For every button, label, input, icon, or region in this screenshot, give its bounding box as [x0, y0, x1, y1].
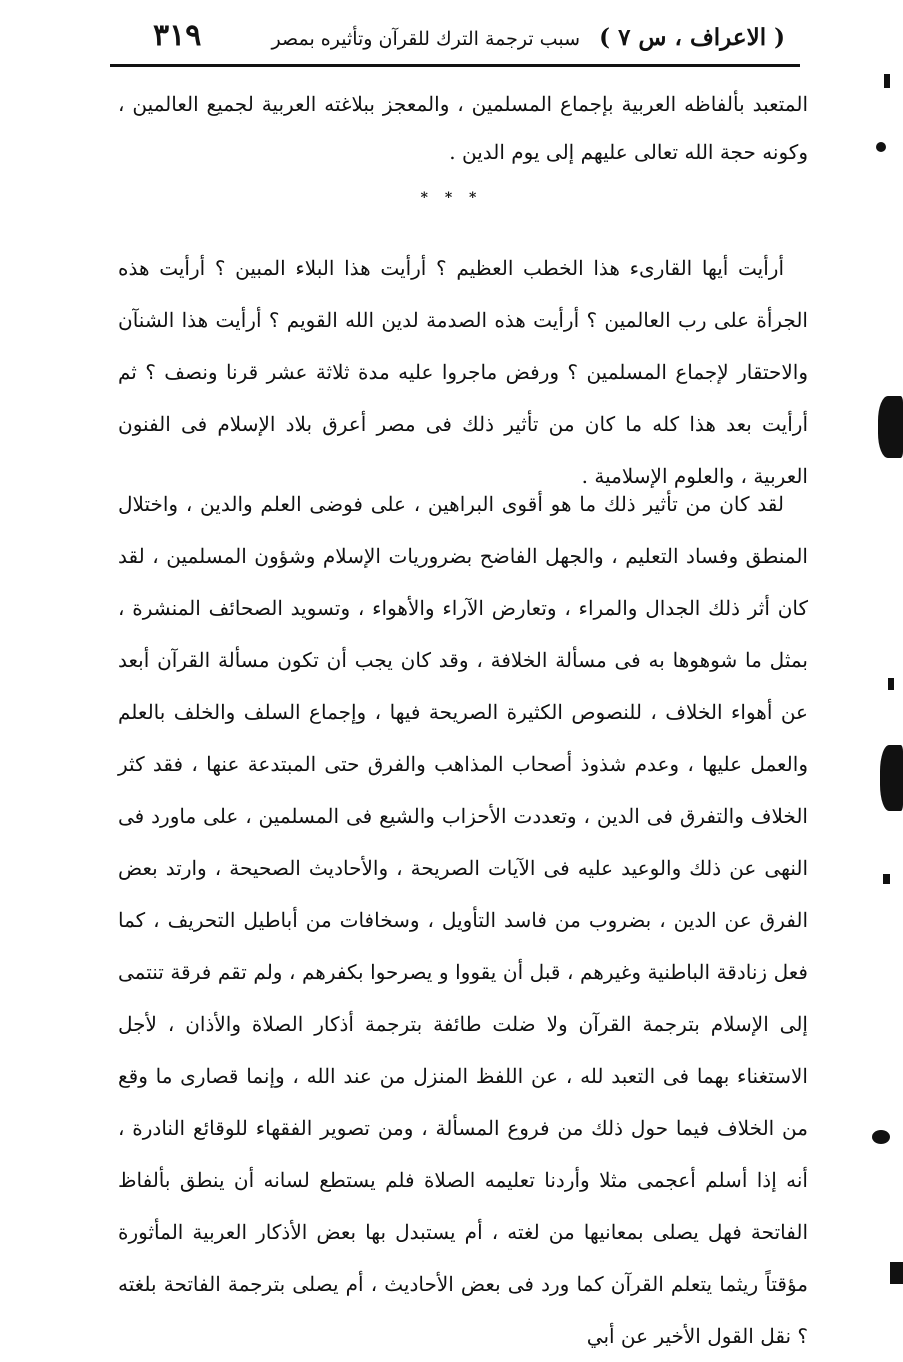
paragraph-rhetorical-questions: أرأيت أيها القارىء هذا الخطب العظيم ؟ أرأيت هذا البلاء المبين ؟ أرأيت هذه الجرأة على رب العالمين ؟ أرأيت هذه الصدمة لدين الله القويم ؟ أرأيت هذا الشنآن والاحتقار لإجماع المسلمين ؟ ورفض ماجروا عليه مدة ثلاثة عشر قرنا ونصف ؟ ثم أرأيت بعد هذا كله ما كان من تأثير ذلك فى مصر أعرق بلاد الإسلام فى الفنون العربية ، والعلوم الإسلامية .	[118, 256, 808, 488]
scan-margin-mark	[883, 874, 890, 884]
paragraph-effects: لقد كان من تأثير ذلك ما هو أقوى البراهين ، على فوضى العلم والدين ، واختلال المنطق وفساد التعليم ، والجهل الفاضح بضروريات الإسلام وشؤون المسلمين ، لقد كان أثر ذلك الجدال والمراء ، وتعارض الآراء والأهواء ، وتسويد الصحائف المنشرة ، بمثل ما شوهوها به فى مسألة الخلافة ، وقد كان يجب أن تكون مسألة القرآن أبعد عن أهواء الخلاف ، للنصوص الكثيرة الصريحة فيها ، وإجماع السلف والخلف بالعلم والعمل عليها ، وعدم شذوذ أصحاب المذاهب والفرق حتى المبتدعة عنها ، فقد كثر الخلاف والتفرق فى الدين ، وتعددت الأحزاب والشيع فى المسلمين ، على ماورد فى النهى عن ذلك والوعيد عليه فى الآيات الصريحة ، والأحاديث الصحيحة ، وارتد بعض الفرق عن الدين ، بضروب من فاسد التأويل ، وسخافات من أباطيل التحريف ، كما فعل زنادقة الباطنية وغيرهم ، قبل أن يقووا و يصرحوا بكفرهم ، ولم تقم فرقة تنتمى إلى الإسلام بترجمة القرآن ولا ضلت طائفة بترجمة أذكار الصلاة والأذان ، لأجل الاستغناء بهما فى التعبد لله ، عن اللفظ المنزل من عند الله ، وإنما قصارى ما وقع من الخلاف فيما حول ذلك من فروع المسألة ، ومن تصوير الفقهاء للوقائع النادرة ، أنه إذا أسلم أعجمى مثلا وأردنا تعليمه الصلاة فلم يستطع لسانه أن ينطق بألفاظ الفاتحة فهل يصلى بمعانيها من لغته ، أم يستبدل بها بعض الأذكار العربية المأثورة مؤقتاً ريثما يتعلم القرآن كما ورد فى بعض الأحاديث ، أم يصلى بترجمة الفاتحة بلغته ؟ نقل القول الأخير عن أبي	[118, 492, 808, 1348]
scan-margin-mark	[876, 142, 886, 152]
running-head-chapter: ( الاعراف ، س ٧ )	[599, 24, 785, 51]
page-number: ٣١٩	[153, 18, 202, 53]
running-head-topic: سبب ترجمة الترك للقرآن وتأثيره بمصر	[271, 28, 580, 50]
header-rule	[110, 64, 800, 67]
scan-margin-mark	[878, 396, 903, 458]
scan-margin-mark	[888, 678, 894, 690]
scan-margin-mark	[880, 745, 903, 811]
scan-margin-mark	[890, 1262, 903, 1284]
page-header	[105, 14, 785, 66]
section-separator: * * *	[420, 190, 483, 206]
scan-margin-mark	[872, 1130, 890, 1144]
paragraph-continuation: المتعبد بألفاظه العربية بإجماع المسلمين ، والمعجز ببلاغته العربية لجميع العالمين ، وكونه حجة الله تعالى عليهم إلى يوم الدين .	[118, 92, 808, 164]
scan-margin-mark	[884, 74, 890, 88]
